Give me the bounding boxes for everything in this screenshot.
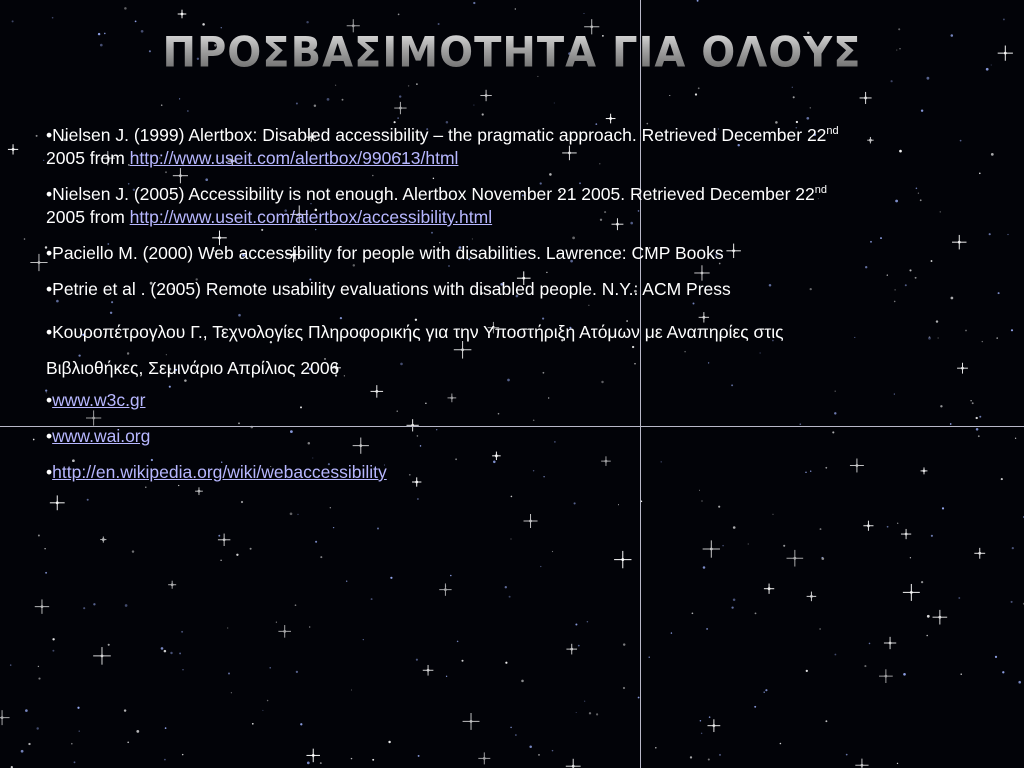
star-dot [36,135,38,137]
star-dot [416,83,418,85]
star-dot [241,501,243,503]
star-dot [124,709,126,711]
bullet: • [46,125,53,145]
star-dot [820,528,822,530]
star-dot [93,603,95,605]
star-dot [363,639,364,640]
star-dot [655,747,657,749]
star-dot [819,628,821,630]
star-dot [998,292,1000,294]
bullet: • [46,243,53,263]
star-dot [346,581,347,582]
star-dot [521,680,524,683]
star-sparkle [974,548,985,559]
star-dot [52,650,54,652]
star-dot [1003,18,1005,20]
star-dot [515,734,517,736]
star-dot [903,673,906,676]
star-dot [864,665,866,667]
star-sparkle [50,495,65,510]
reference-item [46,124,976,170]
star-dot [669,95,670,96]
star-dot [79,731,80,732]
star-dot [418,755,420,757]
star-dot [306,21,308,23]
star-sparkle [901,529,911,539]
star-dot [52,17,54,19]
reference-item [46,389,976,412]
star-dot [806,670,808,672]
star-sparkle [860,92,872,104]
star-dot [982,341,983,342]
star-sparkle [614,551,631,568]
star-dot [587,621,588,622]
star-sparkle [439,583,451,595]
star-dot [300,723,302,725]
star-dot [961,674,962,675]
star-dot [297,514,298,515]
reference-text: Κουροπέτρογλου Γ., Τεχνολογίες Πληροφορικής για την Υποστήριξη Ατόμων με Αναπηρίες στις [52,322,784,342]
star-dot [390,577,392,579]
star-dot [124,7,127,10]
star-sparkle [423,665,434,676]
star-dot [700,720,702,722]
star-dot [398,14,400,16]
star-dot [262,710,263,711]
star-dot [327,98,330,101]
star-dot [24,238,26,240]
star-sparkle [8,144,18,154]
star-dot [252,723,254,725]
bullet: • [46,426,53,446]
ordinal-suffix: nd [814,184,828,197]
star-dot [989,233,991,235]
star-dot [335,85,336,86]
star-dot [719,754,721,756]
star-dot [733,526,736,529]
star-dot [991,153,994,156]
star-dot [780,743,782,745]
star-dot [793,96,795,98]
star-dot [267,700,269,702]
reference-text: Nielsen J. (2005) Accessibility is not enough. Alertbox November 21 2005. Retrieved December 22 [52,184,815,204]
star-dot [942,507,944,509]
reference-item [46,425,976,448]
bullet: • [46,390,53,410]
star-dot [71,743,73,745]
reference-item [46,242,976,265]
star-dot [1001,478,1003,480]
star-dot [708,758,710,760]
star-dot [703,566,706,569]
star-sparkle [707,719,720,732]
star-sparkle [168,581,176,589]
star-dot [416,659,418,661]
star-dot [182,669,183,670]
star-dot [125,604,128,607]
star-dot [408,85,409,86]
star-dot [618,504,619,505]
star-sparkle [478,752,490,764]
star-sparkle [394,102,406,114]
star-dot [1002,671,1004,673]
star-dot [377,527,379,529]
star-dot [748,543,749,544]
star-sparkle [100,536,106,542]
star-dot [161,647,164,650]
star-dot [446,676,447,677]
reference-text-cont: 2005 from [46,207,130,227]
star-dot [330,507,331,508]
star-dot [584,701,585,702]
star-dot [296,671,298,673]
star-dot [552,750,554,752]
star-sparkle [863,521,873,531]
star-dot [540,566,541,567]
star-dot [164,759,166,761]
star-dot [821,557,822,558]
star-dot [575,623,577,625]
star-dot [179,98,180,99]
star-sparkle [879,669,893,683]
star-dot [202,23,205,26]
slide-title: ΠΡΟΣΒΑΣΙΜΟΤΗΤΑ ΓΙΑ ΟΛΟΥΣ [0,29,1024,77]
star-dot [927,77,930,80]
star-dot [921,109,923,111]
star-sparkle [35,599,49,613]
star-dot [314,104,316,106]
star-dot [701,500,702,501]
star-sparkle [463,713,480,730]
star-dot [978,435,980,437]
star-dot [510,538,511,539]
star-dot [1011,601,1013,603]
star-dot [709,716,711,718]
star-dot [132,550,134,552]
reference-item [46,461,976,484]
reference-text: Paciello M. (2000) Web accessibility for people with disabilities. Lawrence: CMP Books [52,243,724,263]
star-dot [623,687,625,689]
star-dot [351,758,352,759]
star-dot [296,102,298,104]
star-dot [135,21,137,23]
star-dot [44,548,45,549]
star-dot [697,0,699,2]
star-dot [25,709,28,712]
star-dot [931,535,933,537]
star-sparkle [933,610,948,625]
star-dot [87,499,89,501]
star-dot [1007,234,1008,235]
star-dot [351,689,352,690]
star-dot [220,560,221,561]
star-dot [461,660,463,662]
star-dot [372,759,374,761]
star-dot [825,720,827,722]
star-dot [12,20,14,22]
star-dot [722,545,724,547]
star-dot [515,8,516,9]
star-dot [127,741,129,743]
star-dot [958,597,960,599]
star-dot [891,80,893,82]
star-dot [136,730,139,733]
star-dot [763,691,764,692]
star-dot [509,596,511,598]
star-dot [276,622,277,623]
star-dot [554,102,555,103]
star-dot [692,612,694,614]
star-sparkle [566,644,577,655]
star-dot [450,575,452,577]
reference-list [46,124,976,497]
star-sparkle [278,625,291,638]
star-dot [417,498,419,500]
star-dot [806,117,809,120]
reference-item [46,183,976,229]
star-dot [596,713,598,715]
star-dot [482,113,484,115]
star-sparkle [807,592,817,602]
star-dot [36,727,38,729]
star-dot [182,754,183,755]
star-sparkle [306,749,320,763]
star-dot [371,598,373,600]
star-sparkle [0,710,10,725]
star-dot [181,631,183,633]
reference-text-cont: Βιβλιοθήκες, Σεμινάριο Απρίλιος 2006 [46,358,340,378]
star-dot [574,502,576,504]
star-sparkle [764,584,774,594]
star-dot [796,121,798,123]
star-dot [910,557,911,558]
star-dot [38,666,39,667]
star-dot [996,337,998,339]
star-dot [731,606,733,608]
star-sparkle [606,114,616,124]
star-dot [671,632,672,633]
star-dot [290,512,293,515]
star-dot [538,754,540,756]
star-sparkle [787,550,804,567]
star-dot [765,689,767,691]
star-sparkle [93,647,111,665]
star-sparkle [884,637,896,649]
star-dot [921,581,923,583]
star-dot [783,545,785,547]
star-dot [505,586,507,588]
star-dot [28,743,30,745]
star-dot [77,707,79,709]
star-dot [333,527,334,528]
star-dot [342,99,344,101]
bullet: • [46,322,53,342]
star-dot [979,173,981,175]
star-dot [33,439,35,441]
star-dot [695,93,697,95]
star-dot [706,628,708,630]
star-dot [399,95,401,97]
star-dot [388,741,390,743]
star-dot [295,604,297,606]
star-dot [473,2,475,4]
star-dot [576,712,577,713]
bullet: • [46,184,53,204]
star-dot [926,635,928,637]
star-sparkle [30,254,47,271]
star-dot [690,756,692,758]
star-dot [165,727,167,729]
bullet: • [46,462,53,482]
star-dot [108,644,110,646]
star-dot [45,572,47,574]
star-dot [718,506,720,508]
star-dot [320,762,322,764]
star-dot [649,657,650,658]
reference-text-cont: 2005 from [46,148,130,168]
reference-link[interactable]: www.w3c.gr [52,390,146,410]
reference-link[interactable]: http://www.useit.com/alertbox/990613/html [129,148,459,168]
bullet: • [46,279,53,299]
star-dot [792,87,793,88]
star-dot [438,23,440,25]
star-dot [869,643,871,645]
star-dot [1018,681,1021,684]
star-dot [231,692,232,693]
star-dot [505,662,507,664]
star-dot [733,598,736,601]
star-dot [170,652,172,654]
star-dot [529,745,532,748]
star-dot [623,643,625,645]
star-dot [250,548,252,550]
star-dot [320,556,322,558]
star-dot [583,13,584,14]
star-dot [457,641,459,643]
star-dot [897,763,898,764]
star-dot [179,652,181,654]
star-dot [236,554,238,556]
star-dot [269,667,271,669]
star-dot [1011,329,1013,331]
star-dot [698,87,700,89]
star-dot [578,645,580,647]
star-dot [218,535,220,537]
star-sparkle [703,540,720,557]
reference-item [46,278,976,301]
star-dot [1015,438,1016,439]
reference-link[interactable]: http://www.useit.com/alertbox/accessibility.html [129,207,493,227]
star-dot [772,514,773,515]
star-sparkle [566,759,581,768]
star-dot [979,416,981,418]
star-dot [810,107,811,108]
star-dot [473,105,474,106]
star-dot [1012,547,1014,549]
star-dot [755,612,757,614]
star-dot [164,650,167,653]
star-dot [52,638,54,640]
star-dot [995,656,997,658]
star-sparkle [855,759,868,768]
reference-link[interactable]: http://en.wikipedia.org/wiki/webaccessibility [52,462,387,482]
reference-text: Nielsen J. (1999) Alertbox: Disabled accessibility – the pragmatic approach. Retrieved December 22 [52,125,827,145]
star-dot [38,535,40,537]
star-dot [10,664,11,665]
star-dot [897,523,898,524]
star-dot [309,626,310,627]
star-sparkle [903,584,920,601]
star-dot [38,678,40,680]
star-dot [228,672,230,674]
star-sparkle [524,514,538,528]
star-dot [397,117,398,118]
star-dot [846,754,848,756]
star-dot [834,654,836,656]
star-dot [83,607,85,609]
star-dot [394,121,396,123]
star-dot [887,526,889,528]
star-dot [21,750,24,753]
reference-link[interactable]: www.wai.org [52,426,151,446]
reference-item [46,314,976,386]
reference-text: Petrie et al . (2005) Remote usability evaluations with disabled people. N.Y.: ACM Press [52,279,731,299]
star-dot [315,541,317,543]
star-dot [754,706,756,708]
star-dot [701,733,702,734]
star-dot [74,761,76,763]
star-dot [927,615,930,618]
star-dot [43,160,44,161]
star-sparkle [480,90,491,101]
star-dot [976,428,979,431]
star-dot [187,110,188,111]
star-dot [161,104,163,106]
ordinal-suffix: nd [826,125,839,138]
star-dot [552,551,553,552]
star-dot [227,627,228,628]
star-dot [589,712,591,714]
star-sparkle [178,10,187,19]
star-dot [307,762,310,765]
star-dot [510,727,512,729]
